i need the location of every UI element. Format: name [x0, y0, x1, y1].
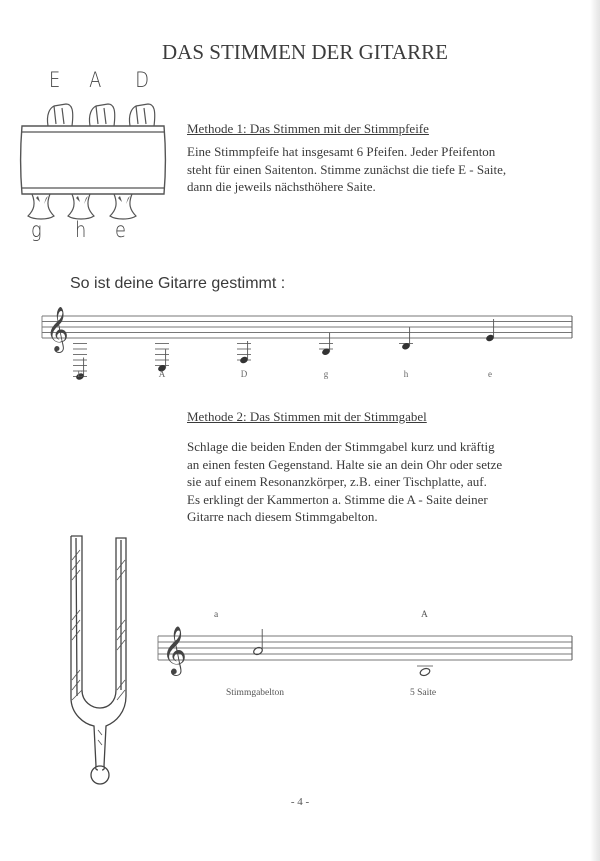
pipe-label-top: E [48, 68, 61, 92]
page-edge-shadow [590, 0, 600, 861]
pipe-label-bottom: h [74, 218, 87, 242]
pitch-pipe-illustration [14, 70, 174, 250]
method1-line: dann die jeweils nächsthöhere Saite. [187, 179, 376, 194]
tuning-note-label: A [158, 369, 166, 379]
method2-paragraph [187, 438, 502, 526]
fork-caption: Stimmgabelton [226, 688, 285, 698]
method1-paragraph [187, 143, 506, 196]
method2-line: Es erklingt der Kammerton a. Stimme die A - Saite deiner [187, 491, 488, 507]
method2-line: Schlage die beiden Enden der Stimmgabel kurz und kräftig [187, 439, 495, 454]
pipe-label-bottom: g [30, 218, 42, 242]
pipe-label-top: A [89, 68, 102, 92]
pipe-label-bottom: e [114, 218, 126, 242]
treble-clef-icon: 𝄞 [162, 625, 187, 674]
method2-line: an einen festen Gegenstand. Halte sie an dein Ohr oder setze [187, 456, 503, 472]
method2-line: Gitarre nach diesem Stimmgabelton. [187, 509, 378, 524]
string-note-label: A [421, 610, 428, 620]
page-number: - 4 - [290, 796, 310, 808]
string-caption: 5 Saite [410, 688, 437, 698]
method1-heading: Methode 1: Das Stimmen mit der Stimmpfeife [187, 121, 429, 136]
tuning-note-label: g [323, 369, 329, 379]
tuning-note-label: h [403, 369, 409, 379]
page-title: DAS STIMMEN DER GITARRE [162, 40, 448, 64]
tuning-note-label: E [77, 369, 83, 379]
method2-heading: Methode 2: Das Stimmen mit der Stimmgabel [187, 409, 427, 424]
method1-line: Eine Stimmpfeife hat insgesamt 6 Pfeifen. Jeder Pfeifenton [187, 144, 496, 159]
method1-line: steht für einen Saitenton. Stimme zunächst die tiefe E - Saite, [187, 161, 507, 177]
tuning-heading: So ist deine Gitarre gestimmt : [70, 275, 286, 292]
treble-clef-icon: 𝄞 [46, 307, 69, 352]
fork-staff [0, 610, 600, 690]
pipe-label-top: D [135, 68, 149, 92]
tuning-note-label: e [488, 369, 492, 379]
fork-note-label: a [214, 610, 219, 620]
tuning-staff [0, 300, 600, 380]
whole-note-head [419, 667, 431, 676]
method2-line: sie auf einem Resonanzkörper, z.B. einer Tischplatte, auf. [187, 474, 487, 489]
tuning-note-label: D [240, 369, 248, 379]
